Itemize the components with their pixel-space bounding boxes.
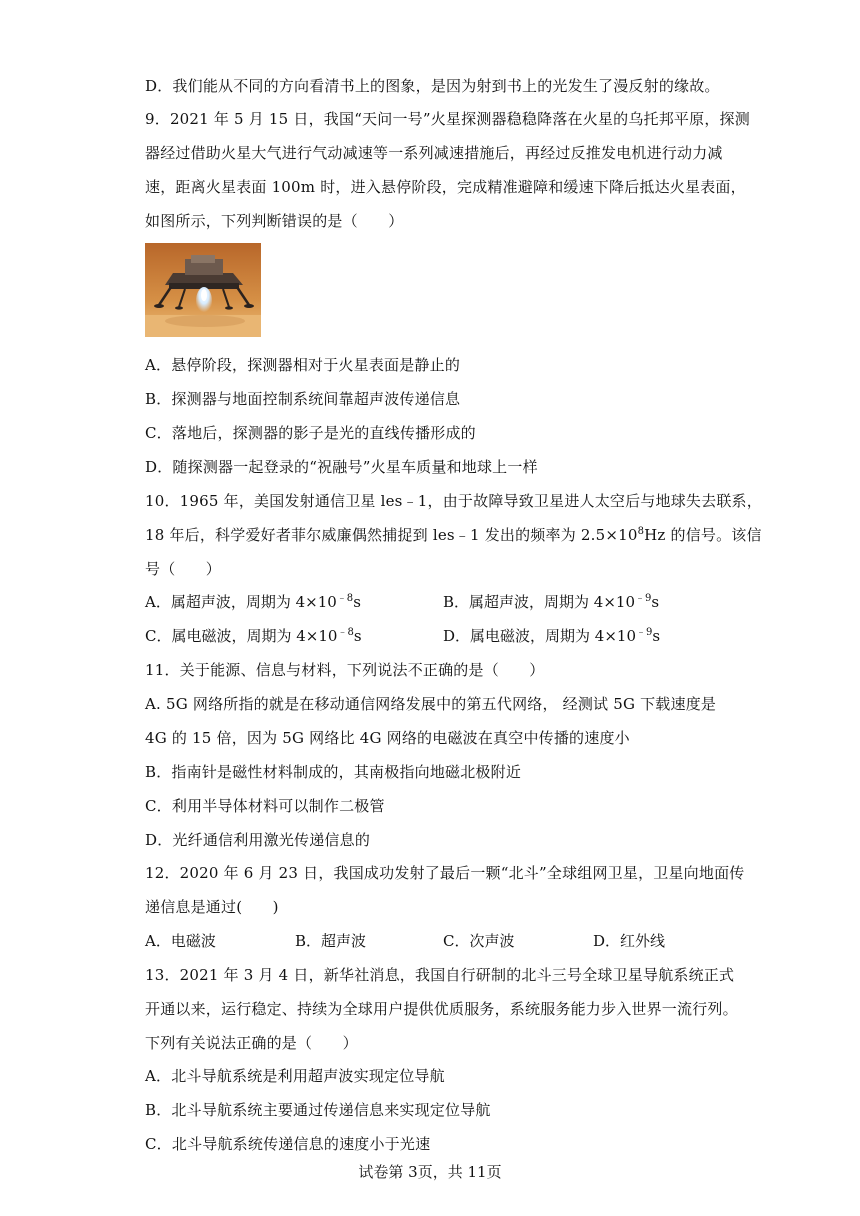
q10-option-d: D．属电磁波，周期为 $4\times 10^{﹣9}s$ (443, 627, 661, 645)
q9-option-b: B．探测器与地面控制系统间靠超声波传递信息 (145, 390, 461, 408)
q10-stem-line-3: 号（ ） (145, 560, 222, 578)
q9-option-c: C．落地后，探测器的影子是光的直线传播形成的 (145, 424, 476, 442)
mars-lander-icon (145, 243, 261, 337)
q13-stem-line-2: 开通以来，运行稳定、持续为全球用户提供优质服务，系统服务能力步入世界一流行列。 (145, 1000, 738, 1018)
q13-option-c: C．北斗导航系统传递信息的速度小于光速 (145, 1135, 431, 1153)
q13-option-b: B．北斗导航系统主要通过传递信息来实现定位导航 (145, 1101, 491, 1119)
q9-stem-line-3: 速，距离火星表面 100m 时，进入悬停阶段，完成精准避障和缓速下降后抵达火星表面， (145, 178, 746, 196)
q9-option-d: D．随探测器一起登录的“祝融号”火星车质量和地球上一样 (145, 458, 538, 476)
q9-stem-line-1: 9．2021 年 5 月 15 日，我国“天问一号”火星探测器稳稳降落在火星的乌托邦平原，探测 (145, 110, 750, 128)
q12-option-a: A．电磁波 (145, 932, 216, 950)
page-footer: 试卷第 3页，共 11页 (358, 1163, 502, 1181)
q13-option-a: A．北斗导航系统是利用超声波实现定位导航 (145, 1067, 445, 1085)
q10-option-c: C．属电磁波，周期为 $4\times 10^{﹣8}s$ (145, 627, 362, 645)
q12-stem-line-2: 递信息是通过( ) (145, 898, 279, 916)
q11-option-a-line-1: A. 5G 网络所指的就是在移动通信网络发展中的第五代网络， 经测试 5G 下载速度是 (145, 695, 717, 713)
q12-option-c: C．次声波 (443, 932, 515, 950)
q12-option-b: B．超声波 (295, 932, 367, 950)
q13-stem-line-3: 下列有关说法正确的是（ ） (145, 1034, 358, 1052)
q13-stem-line-1: 13．2021 年 3 月 4 日，新华社消息，我国自行研制的北斗三号全球卫星导航系统正式 (145, 966, 735, 984)
q12-stem-line-1: 12．2020 年 6 月 23 日，我国成功发射了最后一颗“北斗”全球组网卫星，卫星向地面传 (145, 864, 745, 882)
q11-stem: 11．关于能源、信息与材料，下列说法不正确的是（ ） (145, 661, 545, 679)
q12-option-d: D．红外线 (593, 932, 666, 950)
q10-stem-line-2: 18 年后，科学爱好者菲尔威廉偶然捕捉到 les﹣1 发出的频率为 $2.5\times 10^8Hz$ 的信号。该信 (145, 526, 762, 544)
q8-option-d: D．我们能从不同的方向看清书上的图象，是因为射到书上的光发生了漫反射的缘故。 (145, 77, 720, 95)
q9-option-a: A．悬停阶段，探测器相对于火星表面是静止的 (145, 356, 461, 374)
q11-option-d: D．光纤通信利用激光传递信息的 (145, 831, 371, 849)
q10-option-a: A．属超声波，周期为 $4\times 10^{﹣8}s$ (145, 593, 361, 611)
q9-stem-line-2: 器经过借助火星大气进行气动减速等一系列减速措施后，再经过反推发电机进行动力减 (145, 144, 723, 162)
q10-option-b: B．属超声波，周期为 $4\times 10^{﹣9}s$ (443, 593, 660, 611)
q11-option-b: B．指南针是磁性材料制成的，其南极指向地磁北极附近 (145, 763, 522, 781)
q11-option-c: C．利用半导体材料可以制作二极管 (145, 797, 385, 815)
q10-stem-line-1: 10．1965 年，美国发射通信卫星 les﹣1，由于故障导致卫星进人太空后与地球失去联系， (145, 492, 762, 510)
q11-option-a-line-2: 4G 的 15 倍，因为 5G 网络比 4G 网络的电磁波在真空中传播的速度小 (145, 729, 630, 747)
q9-stem-line-4: 如图所示，下列判断错误的是（ ） (145, 212, 404, 230)
